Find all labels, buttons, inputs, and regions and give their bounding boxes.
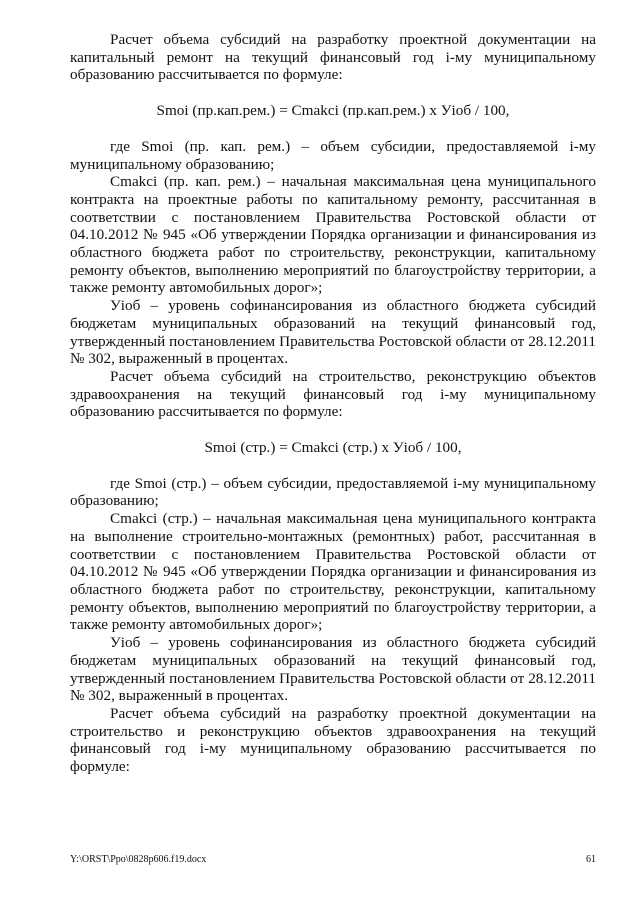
paragraph-cmakci-definition-2: Cmakci (стр.) – начальная максимальная цена муниципального контракта на выполнение строительно-монтажных (ремонтных) работ, рассчитанная в соответствии с постановлением Правительства Ростовской области от 04.10.2012 № 945 «Об утверждении Порядка организации и финансирования из областного бюджета работ по строительству, реконструкции, капитальному ремонту объектов, выполнению мероприятий по благоустройству территории, а также ремонту автомобильных дорог»; [70, 510, 596, 634]
footer-page-number: 61 [586, 854, 596, 865]
paragraph-uiob-definition-1: Уioб – уровень софинансирования из областного бюджета субсидий бюджетам муниципальных образований на текущий финансовый год, утвержденный постановлением Правительства Ростовской области от 28.12.2011 № 302, выраженный в процентах. [70, 297, 596, 368]
page-footer [70, 854, 596, 866]
paragraph-calc-construction: Расчет объема субсидий на строительство, реконструкцию объектов здравоохранения на текущий финансовый год i-му муниципальному образованию рассчитывается по формуле: [70, 367, 596, 421]
paragraph-smoi-definition-1: где Smoi (пр. кап. рем.) – объем субсидии, предоставляемой i-му муниципальному образованию; [70, 137, 596, 173]
paragraph-smoi-definition-2: где Smoi (стр.) – объем субсидии, предоставляемой i-му муниципальному образованию; [70, 474, 596, 510]
footer-file-path: Y:\ORST\Ppo\0828p606.f19.docx [70, 854, 207, 865]
paragraph-calc-design-construction: Расчет объема субсидий на разработку проектной документации на строительство и реконструкцию объектов здравоохранения на текущий финансовый год i-му муниципальному образованию рассчитывается по формуле: [70, 704, 596, 776]
document-body [70, 31, 596, 776]
paragraph-cmakci-definition-1: Cmakci (пр. кап. рем.) – начальная максимальная цена муниципального контракта на проектные работы по капитальному ремонту, рассчитанная в соответствии с постановлением Правительства Ростовской области от 04.10.2012 № 945 «Об утверждении Порядка организации и финансирования из областного бюджета работ по строительству, реконструкции, капитальному ремонту объектов, выполнению мероприятий по благоустройству территории, а также ремонту автомобильных дорог»; [70, 173, 596, 297]
paragraph-uiob-definition-2: Уioб – уровень софинансирования из областного бюджета субсидий бюджетам муниципальных образований на текущий финансовый год, утвержденный постановлением Правительства Ростовской области от 28.12.2011 № 302, выраженный в процентах. [70, 634, 596, 705]
paragraph-calc-design-capital-repair: Расчет объема субсидий на разработку проектной документации на капитальный ремонт на текущий финансовый год i-му муниципальному образованию рассчитывается по формуле: [70, 31, 596, 84]
formula-capital-repair: Smoi (пр.кап.рем.) = Cmakci (пр.кап.рем.) x Уioб / 100, [156, 102, 510, 120]
formula-construction: Smoi (стр.) = Cmakci (стр.) x Уioб / 100, [204, 439, 462, 457]
